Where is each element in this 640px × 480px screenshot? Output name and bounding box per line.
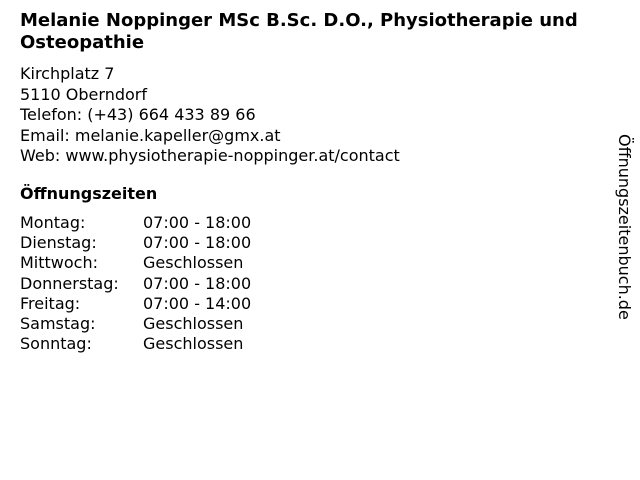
hours-row: [20, 314, 251, 334]
hours-row: [20, 274, 251, 294]
hours-value: Geschlossen: [143, 314, 244, 334]
site-watermark: Öffnungszeitenbuch.de: [615, 134, 634, 320]
hours-value: 07:00 - 18:00: [143, 273, 252, 293]
street-address: Kirchplatz 7: [20, 64, 115, 83]
weekday-label: Donnerstag:: [20, 273, 119, 293]
weekday-label: Sonntag:: [20, 334, 92, 354]
email-address: Email: melanie.kapeller@gmx.at: [20, 125, 281, 145]
weekday-label: Dienstag:: [20, 233, 97, 253]
hours-value: 07:00 - 18:00: [143, 213, 252, 232]
hours-value: Geschlossen: [143, 253, 244, 273]
weekday-label: Mittwoch:: [20, 253, 98, 273]
weekday-label: Samstag:: [20, 314, 96, 334]
business-title: Melanie Noppinger MSc B.Sc. D.O., Physiotherapie und Osteopathie: [20, 10, 578, 53]
hours-row: [20, 253, 251, 273]
hours-value: 07:00 - 18:00: [143, 233, 252, 253]
hours-row: [20, 213, 251, 233]
hours-row: [20, 233, 251, 253]
contact-info: [20, 64, 400, 167]
website-url: Web: www.physiotherapie-noppinger.at/contact: [20, 146, 400, 165]
hours-row: [20, 294, 251, 314]
opening-hours-table: [20, 213, 251, 354]
city-postal: 5110 Oberndorf: [20, 84, 147, 104]
phone-number: Telefon: (+43) 664 433 89 66: [20, 105, 256, 124]
weekday-label: Montag:: [20, 213, 86, 232]
weekday-label: Freitag:: [20, 293, 81, 313]
opening-hours-heading: Öffnungszeiten: [20, 184, 158, 203]
hours-row: [20, 334, 251, 354]
hours-value: Geschlossen: [143, 334, 244, 354]
hours-value: 07:00 - 14:00: [143, 293, 252, 313]
